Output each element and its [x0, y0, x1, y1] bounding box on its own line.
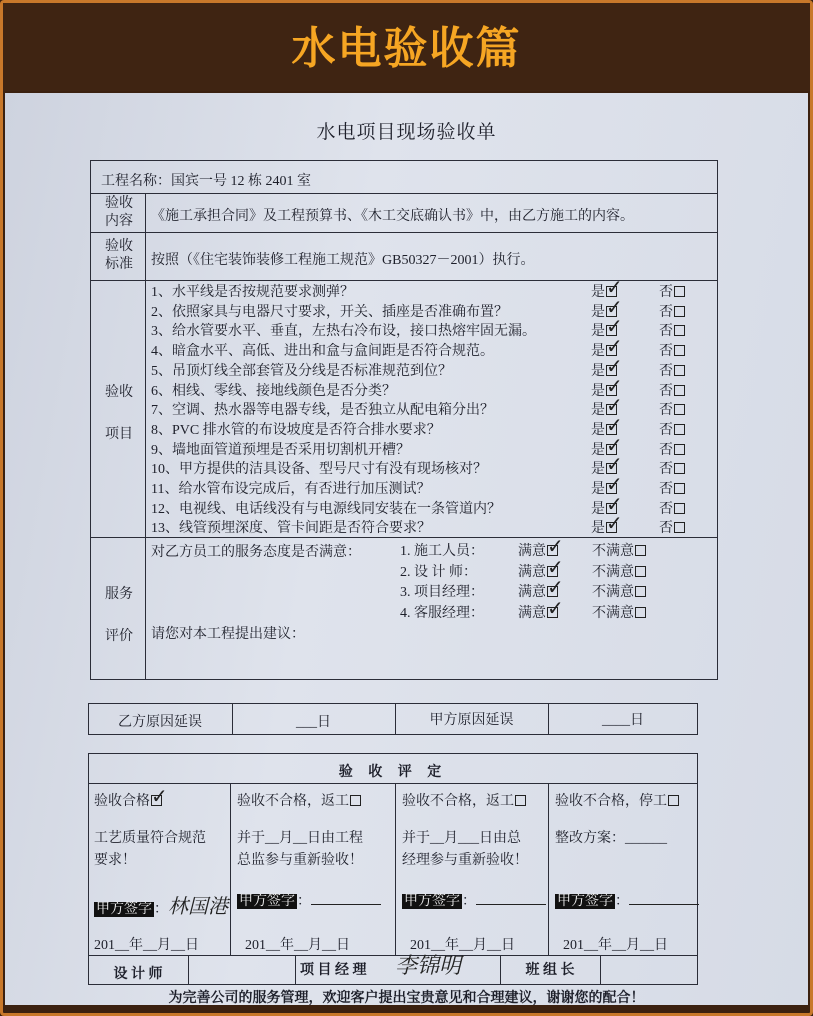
standard-label: 验收 标准 — [105, 239, 133, 272]
no-checkbox[interactable] — [674, 463, 685, 474]
evaluation-option-title: 验收合格 ✓ — [94, 784, 168, 809]
banner — [3, 3, 810, 91]
no-option[interactable]: 否 — [659, 498, 685, 518]
evaluation-option-title: 验收不合格，返工 — [402, 790, 526, 810]
checklist-item — [151, 511, 711, 537]
check-mark-icon: ✓ — [606, 334, 623, 359]
satisfied-option[interactable]: 满意 ✓ — [518, 595, 564, 621]
unsatisfied-checkbox[interactable] — [635, 607, 646, 618]
service-label-2: 评价 — [105, 629, 133, 644]
yes-option[interactable]: 是 ✓ — [591, 452, 623, 478]
no-checkbox[interactable] — [674, 325, 685, 336]
signature[interactable] — [311, 904, 381, 905]
yes-option[interactable]: 是 ✓ — [591, 511, 623, 537]
item-text: 13、线管预埋深度、管卡间距是否符合要求？ — [151, 521, 431, 537]
service-rating-row: 4. 客服经理： 满意 ✓ 不满意 — [400, 602, 660, 622]
no-option[interactable]: 否 — [659, 399, 685, 419]
no-checkbox[interactable] — [674, 522, 685, 533]
unsatisfied-option[interactable]: 不满意 — [592, 602, 646, 622]
no-option[interactable]: 否 — [659, 301, 685, 321]
check-mark-icon: ✓ — [606, 314, 623, 339]
no-checkbox[interactable] — [674, 424, 685, 435]
check-mark-icon: ✓ — [547, 575, 564, 599]
checklist-item — [151, 334, 711, 360]
no-option[interactable]: 否 — [659, 439, 685, 459]
no-option[interactable]: 否 — [659, 419, 685, 439]
standard-text: 按照（《住宅装饰装修工程施工规范》GB50327－2001）执行。 — [151, 253, 535, 268]
check-mark-icon: ✓ — [606, 452, 623, 477]
satisfied-checkbox[interactable] — [547, 595, 564, 620]
no-option[interactable]: 否 — [659, 478, 685, 498]
no-checkbox[interactable] — [674, 385, 685, 396]
check-mark-icon: ✓ — [606, 432, 623, 457]
banner-title: 水电验收篇 — [291, 23, 522, 74]
sign-label: 甲方签字 — [557, 894, 613, 909]
item-text: 12、电视线、电话线没有与电源线同安装在一条管道内？ — [151, 501, 501, 517]
party-a-delay-label: 甲方原因延误 — [429, 713, 514, 728]
footer-note: 为完善公司的服务管理，欢迎客户提出宝贵意见和合理建议，谢谢您的配合！ — [168, 991, 645, 1006]
item-text: 7、空调、热水器等电器专线，是否独立从配电箱分出？ — [151, 403, 494, 419]
evaluation-option: 验收不合格，返工 并于__月___日由总 经理参与重新验收！ 甲方签字 ： 201__年__月__日 — [395, 784, 548, 955]
sign-date[interactable]: 201__年__月__日 — [563, 938, 668, 953]
signature[interactable] — [629, 904, 699, 905]
no-checkbox[interactable] — [674, 345, 685, 356]
evaluation-option: 验收不合格，返工 并于__月__日由工程 总监参与重新验收！ 甲方签字 ： 201__年__月__日 — [230, 784, 395, 955]
unsatisfied-option[interactable]: 不满意 — [592, 540, 646, 560]
form-title: 水电项目现场验收单 — [316, 122, 497, 143]
yes-option[interactable]: 是 ✓ — [591, 472, 623, 497]
satisfied-option[interactable]: 满意 ✓ — [518, 554, 564, 580]
sign-date[interactable]: 201__年__月__日 — [94, 938, 199, 953]
yes-checkbox[interactable] — [606, 511, 623, 536]
check-mark-icon: ✓ — [547, 534, 564, 558]
yes-option[interactable]: 是 ✓ — [591, 373, 623, 399]
evaluation-option: 验收合格 ✓ 工艺质量符合规范 要求！ 甲方签字 ：林国港 201__年__月__日 — [88, 784, 230, 955]
team-leader-label: 班 组 长 — [525, 963, 575, 978]
no-option[interactable]: 否 — [659, 340, 685, 360]
no-checkbox[interactable] — [674, 444, 685, 455]
yes-option[interactable]: 是 ✓ — [591, 314, 623, 340]
check-mark-icon: ✓ — [606, 472, 623, 496]
party-a-delay-days[interactable]: ____日 — [602, 713, 644, 728]
project-name: 工程名称：国宾一号 12 栋 2401 室 — [101, 174, 311, 189]
items-label-2: 项目 — [105, 427, 133, 442]
yes-option[interactable]: 是 ✓ — [591, 432, 623, 458]
no-checkbox[interactable] — [674, 503, 685, 514]
unsatisfied-checkbox[interactable] — [635, 566, 646, 577]
check-mark-icon: ✓ — [606, 412, 623, 437]
items-label-1: 验收 — [105, 385, 133, 400]
evaluation-checkbox[interactable] — [350, 795, 361, 806]
unsatisfied-option[interactable]: 不满意 — [592, 561, 646, 581]
check-mark-icon: ✓ — [606, 393, 623, 418]
party-b-delay-label: 乙方原因延误 — [118, 715, 202, 730]
item-text: 3、给水管要水平、垂直，左热右冷布设，接口热熔牢固无漏。 — [151, 324, 536, 340]
yes-option[interactable]: 是 ✓ — [591, 334, 623, 360]
check-mark-icon: ✓ — [606, 491, 623, 516]
checklist-item — [151, 393, 711, 419]
check-mark-icon: ✓ — [606, 353, 623, 378]
evaluation-checkbox[interactable] — [515, 795, 526, 806]
evaluation-option-title: 验收不合格，返工 — [237, 790, 361, 810]
evaluation-checkbox[interactable] — [668, 795, 679, 806]
evaluation-option-title: 验收不合格，停工 — [555, 790, 679, 810]
check-mark-icon: ✓ — [606, 275, 623, 299]
designer-label: 设 计 师 — [113, 967, 163, 982]
checklist-item — [151, 314, 711, 340]
evaluation-option: 验收不合格，停工 整改方案：______ 甲方签字 ： 201__年__月__日 — [548, 784, 698, 955]
sign-date[interactable]: 201__年__月__日 — [410, 938, 515, 953]
item-text: 5、吊顶灯线全部套管及分线是否标准规范到位？ — [151, 363, 452, 379]
check-mark-icon: ✓ — [606, 373, 623, 398]
check-mark-icon: ✓ — [547, 554, 564, 579]
sign-label: 甲方签字 — [404, 894, 460, 909]
satisfied-option[interactable]: 满意 ✓ — [518, 534, 564, 559]
unsatisfied-option[interactable]: 不满意 — [592, 581, 646, 601]
checklist-item — [151, 294, 711, 321]
acceptance-form — [5, 93, 808, 1005]
yes-option[interactable]: 是 ✓ — [591, 412, 623, 438]
no-option[interactable]: 否 — [659, 517, 685, 537]
manager-label: 项 目 经 理 — [300, 963, 367, 978]
check-mark-icon: ✓ — [151, 784, 168, 808]
no-option[interactable]: 否 — [659, 320, 685, 340]
evaluation-checkbox[interactable] — [151, 784, 168, 808]
item-text: 1、水平线是否按规范要求测弹？ — [151, 285, 354, 300]
item-text: 2、依照家具与电器尺寸要求，开关、插座是否准确布置？ — [151, 304, 508, 320]
checklist-item — [151, 432, 711, 459]
yes-option[interactable]: 是 ✓ — [591, 491, 623, 517]
check-mark-icon: ✓ — [606, 511, 623, 536]
no-checkbox[interactable] — [674, 365, 685, 376]
evaluation-header: 验 收 评 定 — [338, 765, 448, 780]
item-text: 9、墙地面管道预埋是否采用切割机开槽？ — [151, 442, 410, 458]
checklist-item — [151, 452, 711, 478]
no-checkbox[interactable] — [674, 483, 685, 494]
sign-label: 甲方签字 — [239, 894, 295, 909]
sign-date[interactable]: 201__年__月__日 — [245, 938, 350, 953]
suggestion-prompt: 请您对本工程提出建议： — [151, 627, 305, 642]
sign-label: 甲方签字 — [96, 902, 152, 917]
unsatisfied-checkbox[interactable] — [635, 586, 646, 597]
content-text: 《施工承担合同》及工程预算书、《木工交底确认书》中，由乙方施工的内容。 — [151, 209, 634, 224]
manager-signature: 李锦明 — [395, 954, 462, 979]
service-rating-row: 2. 设 计 师： 满意 ✓ 不满意 — [400, 561, 660, 581]
item-text: 10、甲方提供的洁具设备、型号尺寸有没有现场核对？ — [151, 462, 487, 478]
no-checkbox[interactable] — [674, 286, 685, 297]
checklist-item — [151, 472, 711, 498]
yes-option[interactable]: 是 ✓ — [591, 393, 623, 419]
checklist-item — [151, 491, 711, 518]
no-option[interactable]: 否 — [659, 360, 685, 380]
service-rating-row: 1. 施工人员： 满意 ✓ 不满意 — [400, 540, 660, 560]
satisfied-option[interactable]: 满意 ✓ — [518, 575, 564, 600]
item-text: 4、暗盒水平、高低、进出和盒与盒间距是否符合规范。 — [151, 344, 494, 360]
item-text: 6、相线、零线、接地线颜色是否分类？ — [151, 383, 396, 399]
service-rating-row: 3. 项目经理： 满意 ✓ 不满意 — [400, 581, 660, 601]
no-option[interactable]: 否 — [659, 458, 685, 478]
service-label-1: 服务 — [105, 587, 133, 602]
no-option[interactable]: 否 — [659, 380, 685, 400]
no-checkbox[interactable] — [674, 404, 685, 415]
signature[interactable] — [476, 904, 546, 905]
yes-option[interactable]: 是 ✓ — [591, 294, 623, 320]
no-option[interactable]: 否 — [659, 281, 685, 301]
check-mark-icon: ✓ — [547, 595, 564, 620]
checklist-item — [151, 373, 711, 400]
no-checkbox[interactable] — [674, 306, 685, 317]
checklist-item — [151, 353, 711, 380]
checklist-item — [151, 275, 711, 301]
service-question: 对乙方员工的服务态度是否满意： — [151, 545, 361, 560]
unsatisfied-checkbox[interactable] — [635, 545, 646, 556]
yes-option[interactable]: 是 ✓ — [591, 353, 623, 379]
party-b-delay-days[interactable]: ___日 — [296, 715, 331, 730]
signature[interactable]: 林国港 — [168, 894, 228, 918]
yes-option[interactable]: 是 ✓ — [591, 275, 623, 300]
content-label: 验收 内容 — [105, 196, 133, 229]
checklist-item — [151, 412, 711, 439]
check-mark-icon: ✓ — [606, 294, 623, 319]
item-text: 8、PVC 排水管的布设坡度是否符合排水要求？ — [151, 422, 441, 438]
item-text: 11、给水管布设完成后，有否进行加压测试？ — [151, 482, 431, 497]
